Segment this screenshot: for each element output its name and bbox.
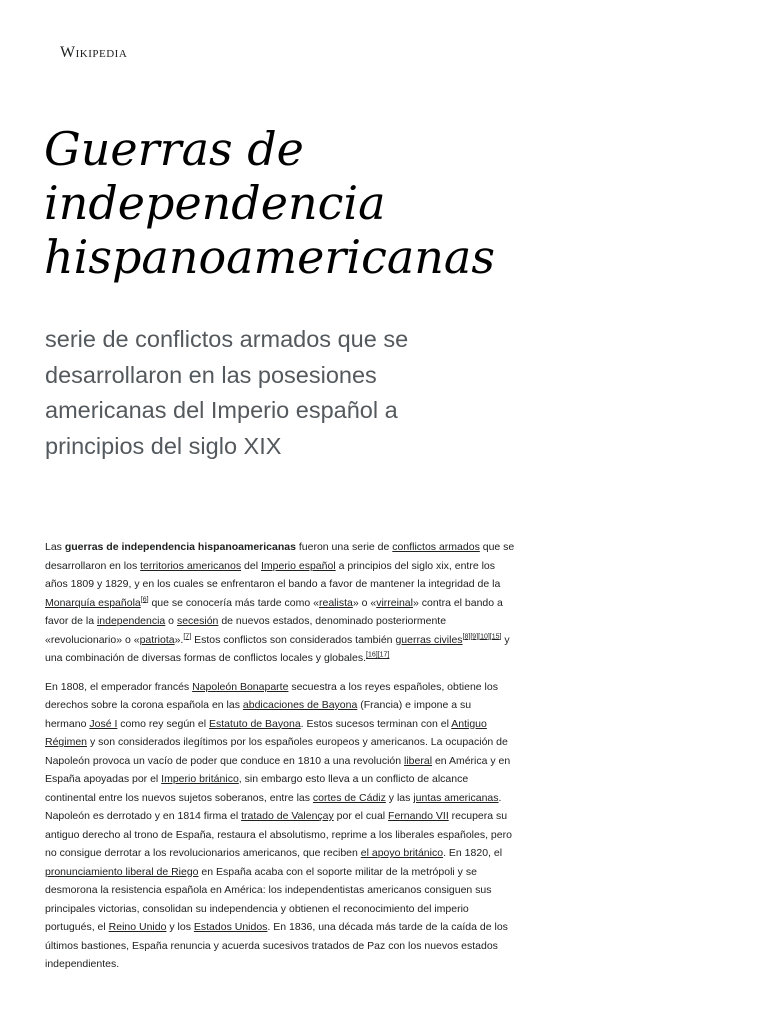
reference-link[interactable]: [16] <box>366 651 378 659</box>
reference <box>183 633 191 640</box>
link-monarquia-espanola[interactable]: Monarquía española <box>45 596 141 609</box>
text: Estos conflictos son considerados también <box>191 633 396 646</box>
paragraph-history <box>45 678 515 974</box>
text: , sin embargo esto lleva a un conflicto de alcance continental entre los nuevos sujetos soberanos, entre las <box>45 773 469 804</box>
link-imperio-britanico[interactable]: Imperio británico <box>161 773 239 785</box>
link-pronunciamiento-de-riego[interactable]: pronunciamiento liberal de Riego <box>45 865 199 878</box>
link-estados-unidos[interactable]: Estados Unidos <box>193 921 268 933</box>
bold-term: guerras de independencia hispanoamericanas <box>64 541 296 553</box>
text: . En 1820, el <box>443 847 503 859</box>
text: y son considerados ilegítimos por los españoles europeos y americanos. La ocupación de Napoleón provoca un vacío de poder que conduce en 1810 a una revolución <box>45 736 508 767</box>
link-fernando-vii[interactable]: Fernando VII <box>388 810 449 822</box>
text: y los <box>166 921 194 933</box>
reference-link[interactable]: [8] <box>462 633 471 640</box>
text: en España acaba con el soporte militar de la metrópoli y se desmorona la resistencia española en América: los independentistas americanos consiguen sus principales victorias, consolidan su independencia y obtienen el reconocimiento del imperio portugués, el <box>45 865 492 933</box>
link-conflictos-armados[interactable]: conflictos armados <box>392 541 480 553</box>
link-virreinal[interactable]: virreinal <box>376 596 413 609</box>
link-abdicaciones-de-bayona[interactable]: abdicaciones de Bayona <box>242 699 358 711</box>
reference <box>141 596 149 603</box>
reference-link[interactable]: [9] <box>470 633 479 640</box>
link-jose-i[interactable]: José I <box>89 717 118 730</box>
wikipedia-logo[interactable]: Wikipedia <box>60 44 128 61</box>
text: como rey según el <box>117 717 210 730</box>
link-secesion[interactable]: secesión <box>176 615 219 627</box>
link-napoleon-bonaparte[interactable]: Napoleón Bonaparte <box>192 680 289 693</box>
link-apoyo-britanico[interactable]: el apoyo británico <box>360 847 444 859</box>
text: que se conocería más tarde como « <box>148 596 319 609</box>
reference-link[interactable]: [17] <box>377 651 390 659</box>
reference <box>470 633 478 640</box>
paragraph-intro <box>45 538 515 668</box>
link-estatuto-de-bayona[interactable]: Estatuto de Bayona <box>209 717 301 730</box>
link-liberal[interactable]: liberal <box>404 754 433 767</box>
link-patriota[interactable]: patriota <box>139 633 175 646</box>
text: . En 1836, una década más tarde de la caída de los últimos bastiones, España renuncia y acuerda sucesivos tratados de Paz con los nuevos estados independientes. <box>45 921 508 970</box>
text: a principios del siglo xix, entre los años 1809 y 1829, y en los cuales se enfrentaron el bando a favor de mantener la integridad de la <box>45 559 501 590</box>
text: secuestra a los reyes españoles, obtiene los derechos sobre la corona española en las <box>45 680 498 711</box>
text: » o « <box>352 596 377 609</box>
article-body <box>45 538 515 984</box>
reference-link[interactable]: [15] <box>489 633 502 640</box>
link-reino-unido[interactable]: Reino Unido <box>108 921 167 933</box>
page-title <box>44 122 664 284</box>
link-tratado-de-valencay[interactable]: tratado de Valençay <box>241 810 334 822</box>
text: (Francia) e impone a su hermano <box>45 699 472 730</box>
text: » contra el bando a favor de la <box>45 596 503 627</box>
reference-link[interactable]: [10] <box>478 633 490 640</box>
text: y una combinación de diversas formas de conflictos locales y globales. <box>45 633 510 664</box>
title-line: Guerras de <box>44 122 304 176</box>
link-independencia[interactable]: independencia <box>96 615 166 627</box>
reference <box>490 633 502 640</box>
text: . Estos sucesos terminan con el <box>300 717 452 730</box>
text: ». <box>174 633 184 646</box>
text: recupera su antiguo derecho al trono de España, restaura el absolutismo, reprime a los liberales españoles, pero no consigue derrotar a los revolucionarios americanos, que reciben <box>45 810 512 859</box>
link-juntas-americanas[interactable]: juntas americanas <box>413 791 499 804</box>
link-imperio-espanol[interactable]: Imperio español <box>260 559 336 572</box>
text: de nuevos estados, denominado posteriormente «revolucionario» o « <box>45 615 447 646</box>
reference-link[interactable]: [7] <box>183 633 192 640</box>
link-antiguo-regimen[interactable]: Antiguo Régimen <box>45 717 487 748</box>
reference <box>366 652 378 659</box>
text: Las <box>45 541 65 553</box>
link-realista[interactable]: realista <box>318 596 353 609</box>
text: que se desarrollaron en los <box>45 541 515 572</box>
reference <box>378 652 390 659</box>
title-line: hispanoamericanas <box>44 230 495 284</box>
text: . Napoleón es derrotado y en 1814 firma el <box>45 791 502 822</box>
text: fueron una serie de <box>295 541 393 553</box>
title-line: independencia <box>44 176 386 230</box>
short-description: serie de conflictos armados que se desarrollaron en las posesiones americanas del Imperio español a principios del siglo XIX <box>45 326 409 459</box>
text: en América y en España apoyadas por el <box>45 754 511 785</box>
link-guerras-civiles[interactable]: guerras civiles <box>395 633 463 646</box>
text: y las <box>385 791 414 804</box>
text: En 1808, el emperador francés <box>45 680 193 693</box>
reference <box>478 633 490 640</box>
link-territorios-americanos[interactable]: territorios americanos <box>140 559 242 572</box>
text: o <box>165 615 177 627</box>
reference-link[interactable]: [6] <box>140 596 149 603</box>
text: por el cual <box>333 810 389 822</box>
link-cortes-de-cadiz[interactable]: cortes de Cádiz <box>312 791 386 804</box>
text: del <box>241 559 261 572</box>
